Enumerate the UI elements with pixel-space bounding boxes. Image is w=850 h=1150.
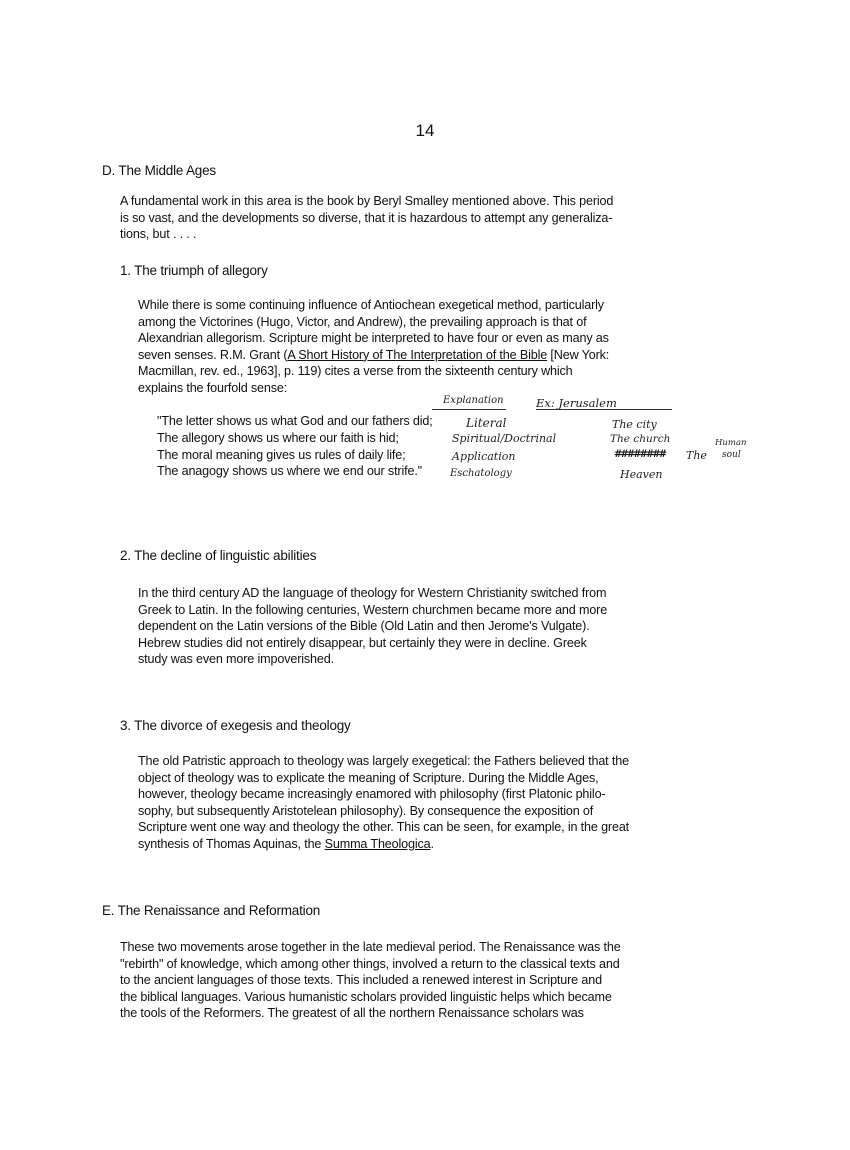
subsection-3-heading: 3. The divorce of exegesis and theology	[120, 718, 351, 733]
handwritten-note: Eschatology	[450, 468, 512, 479]
handwritten-note: Human	[715, 438, 747, 448]
text-segment: synthesis of Thomas Aquinas, the	[138, 836, 325, 851]
handwritten-note: Spiritual/Doctrinal	[452, 432, 557, 445]
section-e-body	[120, 939, 621, 1022]
verse-line: "The letter shows us what God and our fathers did;	[157, 414, 433, 428]
text-line: A fundamental work in this area is the book by Beryl Smalley mentioned above. This period	[120, 194, 614, 208]
text-line: In the third century AD the language of theology for Western Christianity switched from	[138, 586, 607, 600]
verse-line: The moral meaning gives us rules of daily life;	[157, 447, 406, 462]
subsection-2-heading: 2. The decline of linguistic abilities	[120, 548, 317, 563]
text-line: Scripture went one way and theology the other. This can be seen, for example, in the great	[138, 820, 630, 835]
verse-line: The anagogy shows us where we end our strife."	[157, 464, 422, 479]
handwritten-note: Heaven	[620, 468, 663, 481]
text-line	[138, 347, 609, 364]
handwritten-underline	[432, 409, 506, 410]
book-title: Summa Theologica	[324, 836, 431, 851]
text-line: is so vast, and the developments so diverse, that it is hazardous to attempt any generaliza-	[120, 210, 613, 225]
text-line: the tools of the Reformers. The greatest of all the northern Renaissance scholars was	[120, 1006, 584, 1021]
text-line: the biblical languages. Various humanistic scholars provided linguistic helps which became	[120, 989, 612, 1004]
section-d-intro	[120, 193, 613, 243]
text-line: tions, but . . . .	[120, 227, 197, 242]
book-title: A Short History of The Interpretation of the Bible	[287, 347, 548, 362]
text-line: to the ancient languages of those texts. This included a renewed interest in Scripture and	[120, 973, 602, 988]
handwritten-note: Application	[452, 450, 516, 463]
text-line: however, theology became increasingly enamored with philosophy (first Platonic philo-	[138, 787, 606, 802]
handwritten-col2-heading: Ex: Jerusalem	[536, 396, 617, 410]
handwritten-note: soul	[722, 450, 741, 460]
text-segment: .	[430, 836, 434, 851]
handwritten-note: The city	[612, 418, 657, 431]
text-line: dependent on the Latin versions of the Bible (Old Latin and then Jerome's Vulgate).	[138, 619, 590, 634]
text-line: Greek to Latin. In the following centuries, Western churchmen became more and more	[138, 602, 608, 617]
text-line: Hebrew studies did not entirely disappear, but certainly they were in decline. Greek	[138, 635, 587, 650]
text-line: object of theology was to explicate the meaning of Scripture. During the Middle Ages,	[138, 770, 599, 785]
handwritten-col1-heading: Explanation	[443, 395, 504, 406]
subsection-2-body	[138, 585, 607, 668]
text-line: Macmillan, rev. ed., 1963], p. 119) cites a verse from the sixteenth century which	[138, 364, 573, 379]
text-line: explains the fourfold sense:	[138, 380, 288, 395]
text-line	[138, 836, 629, 853]
text-line: among the Victorines (Hugo, Victor, and Andrew), the prevailing approach is that of	[138, 314, 587, 329]
handwritten-underline	[536, 409, 672, 410]
text-line: These two movements arose together in the late medieval period. The Renaissance was the	[120, 940, 621, 954]
text-line: While there is some continuing influence of Antiochean exegetical method, particularly	[138, 298, 604, 312]
handwritten-scribble: ########	[614, 449, 666, 460]
text-line: Alexandrian allegorism. Scripture might be interpreted to have four or even as many as	[138, 331, 609, 346]
text-line: The old Patristic approach to theology was largely exegetical: the Fathers believed that the	[138, 754, 629, 768]
subsection-3-body	[138, 753, 629, 853]
text-line: study was even more impoverished.	[138, 652, 334, 667]
handwritten-note: Literal	[466, 416, 507, 430]
handwritten-note: The	[686, 449, 707, 462]
text-segment: [New York:	[547, 347, 610, 362]
verse-block	[157, 413, 433, 480]
text-line: sophy, but subsequently Aristotelean philosophy). By consequence the exposition of	[138, 803, 594, 818]
subsection-1-heading: 1. The triumph of allegory	[120, 263, 268, 278]
section-d-heading: D. The Middle Ages	[102, 163, 216, 178]
section-e-heading: E. The Renaissance and Reformation	[102, 903, 321, 918]
text-segment: seven senses. R.M. Grant (	[138, 347, 288, 362]
handwritten-note: The church	[610, 433, 671, 445]
subsection-1-body	[138, 297, 609, 397]
page-number: 14	[415, 121, 435, 140]
verse-line: The allegory shows us where our faith is hid;	[157, 430, 399, 445]
text-line: "rebirth" of knowledge, which among other things, involved a return to the classical texts and	[120, 956, 620, 971]
